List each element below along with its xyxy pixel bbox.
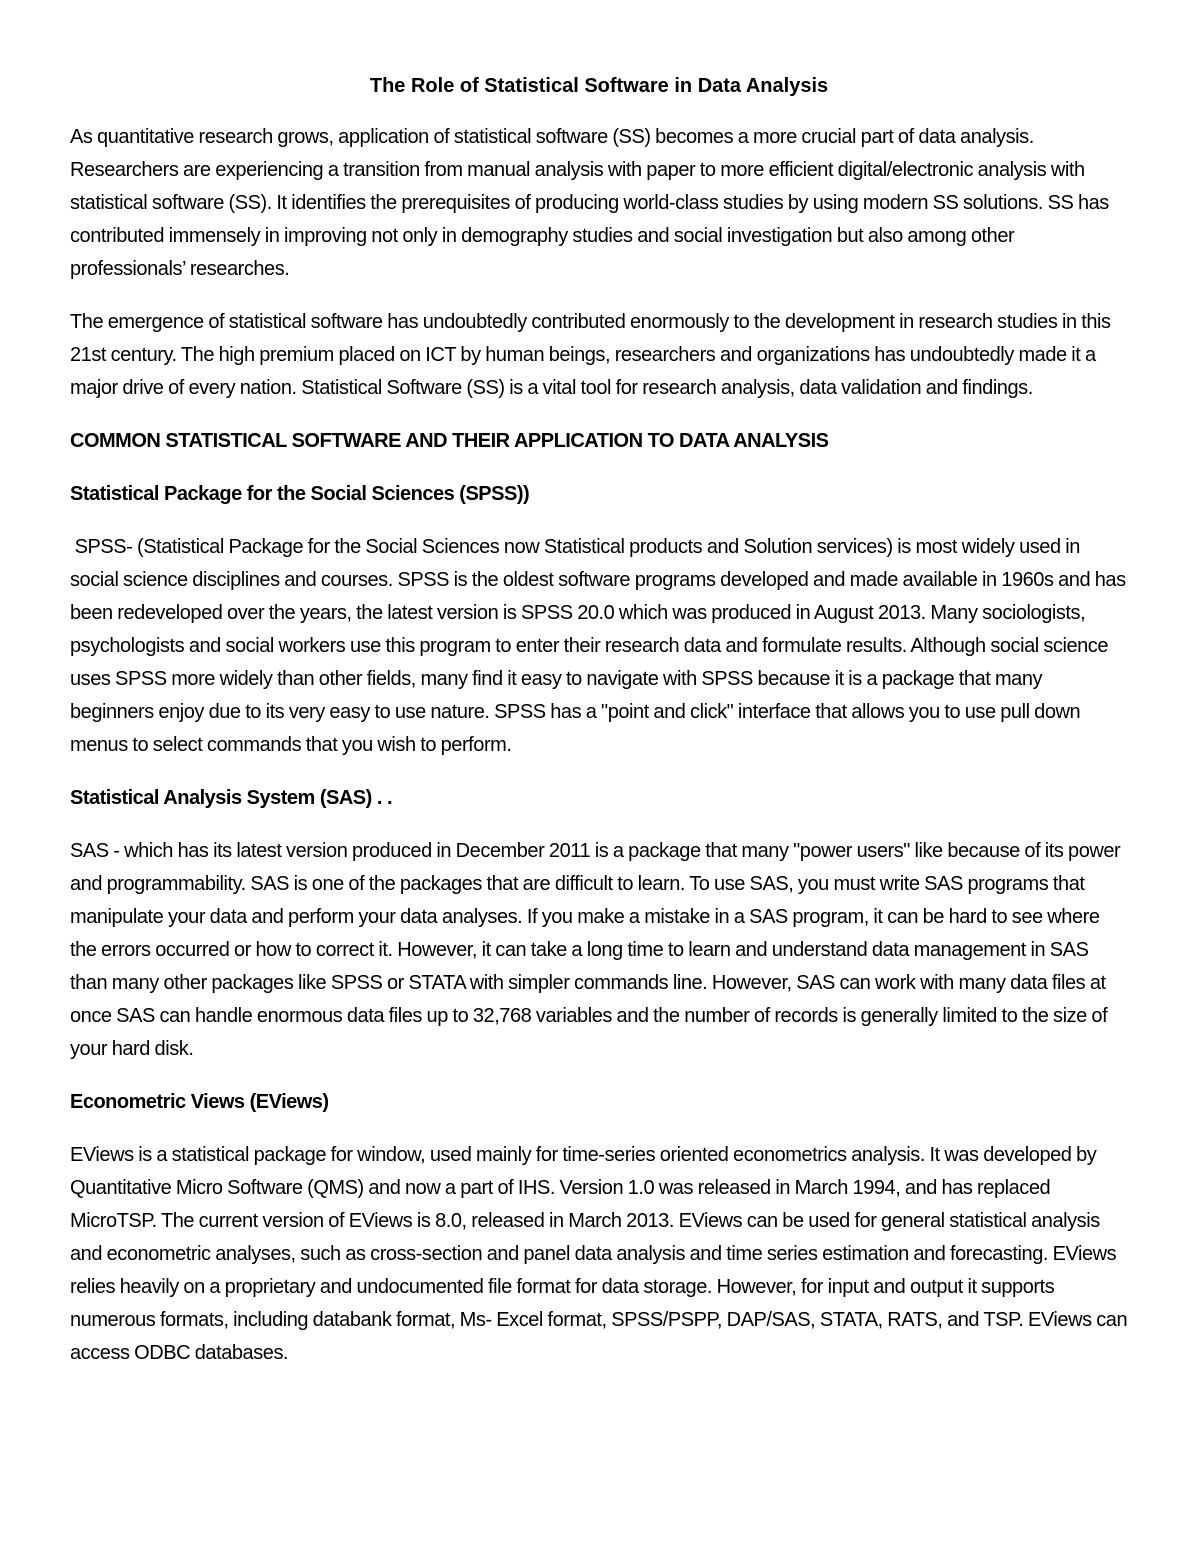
eviews-paragraph: EViews is a statistical package for window, used mainly for time-series oriented econometrics analysis. It was developed by Quantitative Micro Software (QMS) and now a part of IHS. Version 1.0 was released in March 1994, and has replaced MicroTSP. The current version of EViews is 8.0, released in March 2013. EViews can be used for general statistical analysis and econometric analyses, such as cross-section and panel data analysis and time series estimation and forecasting. EViews relies heavily on a proprietary and undocumented file format for data storage. However, for input and output it supports numerous formats, including databank format, Ms- Excel format, SPSS/PSPP, DAP/SAS, STATA, RATS, and TSP. EViews can access ODBC databases. xyxy=(70,1144,1128,1364)
intro-paragraph-1: As quantitative research grows, application of statistical software (SS) becomes a more crucial part of data analysis. Researchers are experiencing a transition from manual analysis with paper to more efficient digital/electronic analysis with statistical software (SS). It identifies the prerequisites of producing world-class studies by using modern SS solutions. SS has contributed immensely in improving not only in demography studies and social investigation but also among other professionals’ researches. xyxy=(70,126,1109,280)
spss-paragraph: SPSS- (Statistical Package for the Social Sciences now Statistical products and Solution services) is most widely used in social science disciplines and courses. SPSS is the oldest software programs developed and made available in 1960s and has been redeveloped over the years, the latest version is SPSS 20.0 which was produced in August 2013. Many sociologists, psychologists and social workers use this program to enter their research data and formulate results. Although social science uses SPSS more widely than other fields, many find it easy to navigate with SPSS because it is a package that many beginners enjoy due to its very easy to use nature. SPSS has a "point and click" interface that allows you to use pull down menus to select commands that you wish to perform. xyxy=(70,536,1131,756)
sas-paragraph: SAS - which has its latest version produced in December 2011 is a package that many "power users" like because of its power and programmability. SAS is one of the packages that are difficult to learn. To use SAS, you must write SAS programs that manipulate your data and perform your data analyses. If you make a mistake in a SAS program, it can be hard to see where the errors occurred or how to correct it. However, it can take a long time to learn and understand data management in SAS than many other packages like SPSS or STATA with simpler commands line. However, SAS can work with many data files at once SAS can handle enormous data files up to 32,768 variables and the number of records is generally limited to the size of your hard disk. xyxy=(70,840,1121,1060)
spss-heading: Statistical Package for the Social Sciences (SPSS)) xyxy=(70,483,530,505)
eviews-heading: Econometric Views (EViews) xyxy=(70,1091,329,1113)
document-page xyxy=(70,70,1131,1390)
section-heading: COMMON STATISTICAL SOFTWARE AND THEIR APPLICATION TO DATA ANALYSIS xyxy=(70,430,829,452)
document-title: The Role of Statistical Software in Data Analysis xyxy=(369,75,829,97)
sas-heading: Statistical Analysis System (SAS) . . xyxy=(70,787,392,809)
intro-paragraph-2: The emergence of statistical software has undoubtedly contributed enormously to the development in research studies in this 21st century. The high premium placed on ICT by human beings, researchers and organizations has undoubtedly made it a major drive of every nation. Statistical Software (SS) is a vital tool for research analysis, data validation and findings. xyxy=(70,311,1111,399)
